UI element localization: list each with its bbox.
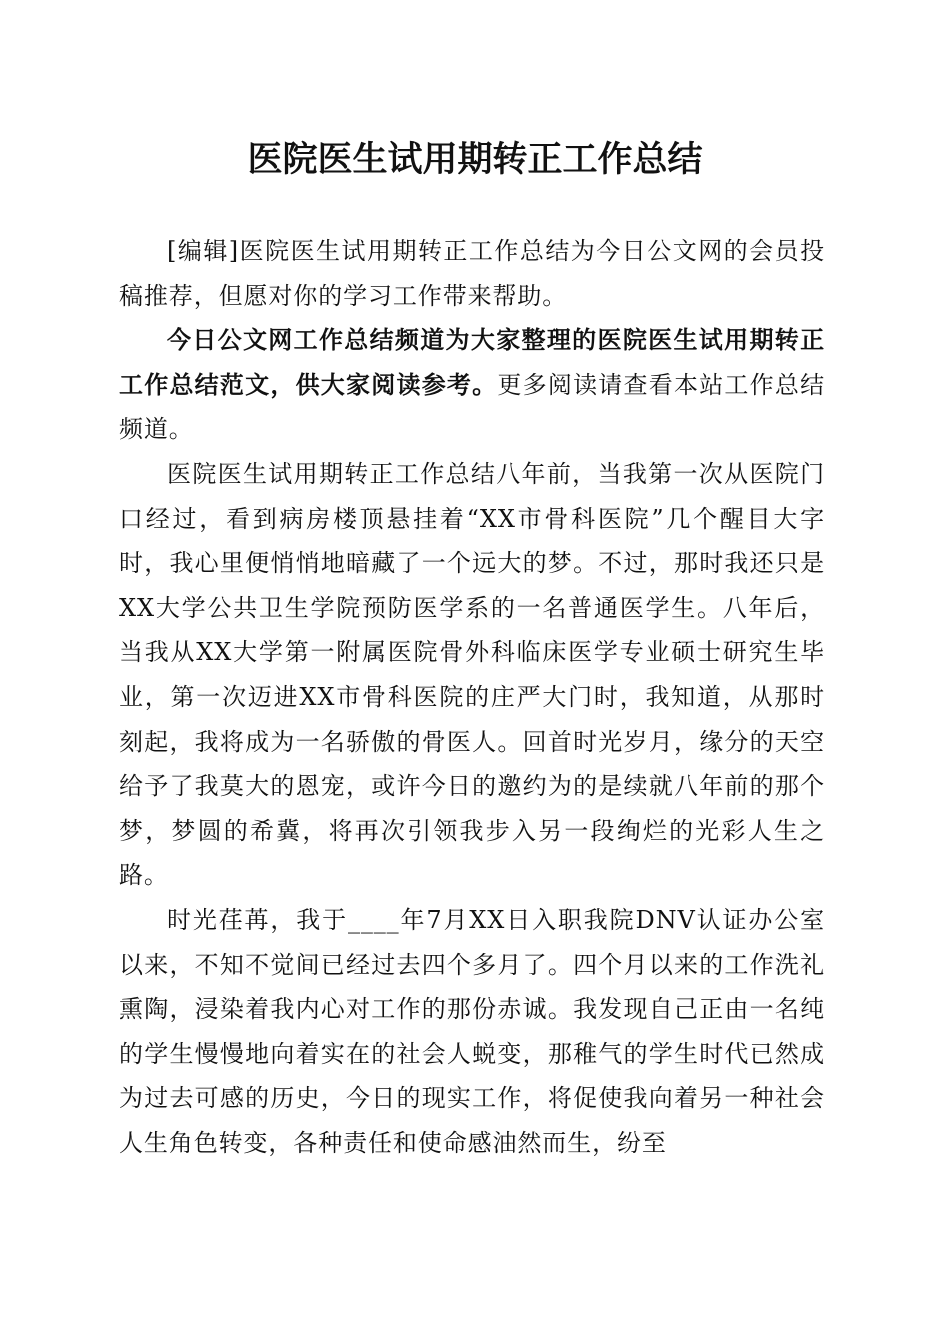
- notice-paragraph: [119, 318, 825, 452]
- notice-bold-text: 今日公文网工作总结频道为大家整理的医院医生试用期转正工作总结范文，供大家阅读参考。: [119, 325, 825, 399]
- body-paragraph-1: 医院医生试用期转正工作总结八年前，当我第一次从医院门口经过，看到病房楼顶悬挂着“XX市骨科医院”几个醒目大字时，我心里便悄悄地暗藏了一个远大的梦。不过，那时我还只是XX大学公共卫生学院预防医学系的一名普通医学生。八年后，当我从XX大学第一附属医院骨外科临床医学专业硕士研究生毕业，第一次迈进XX市骨科医院的庄严大门时，我知道，从那时刻起，我将成为一名骄傲的骨医人。回首时光岁月，缘分的天空给予了我莫大的恩宠，或许今日的邀约为的是续就八年前的那个梦，梦圆的希冀，将再次引领我步入另一段绚烂的光彩人生之路。: [119, 459, 825, 890]
- notice-rest-text: 更多阅读请查看本站工作总结频道。: [119, 370, 825, 444]
- document-title: 医院医生试用期转正工作总结: [247, 139, 703, 180]
- document-body: [119, 229, 825, 1165]
- intro-paragraph: [编辑]医院医生试用期转正工作总结为今日公文网的会员投稿推荐，但愿对你的学习工作带来帮助。: [119, 237, 825, 310]
- body-paragraph-2: 时光荏苒，我于____年7月XX日入职我院DNV认证办公室以来，不知不觉间已经过去四个多月了。四个月以来的工作洗礼熏陶，浸染着我内心对工作的那份赤诚。我发现自己正由一名纯的学生慢慢地向着实在的社会人蜕变，那稚气的学生时代已然成为过去可感的历史，今日的现实工作，将促使我向着另一种社会人生角色转变，各种责任和使命感油然而生，纷至: [119, 905, 825, 1157]
